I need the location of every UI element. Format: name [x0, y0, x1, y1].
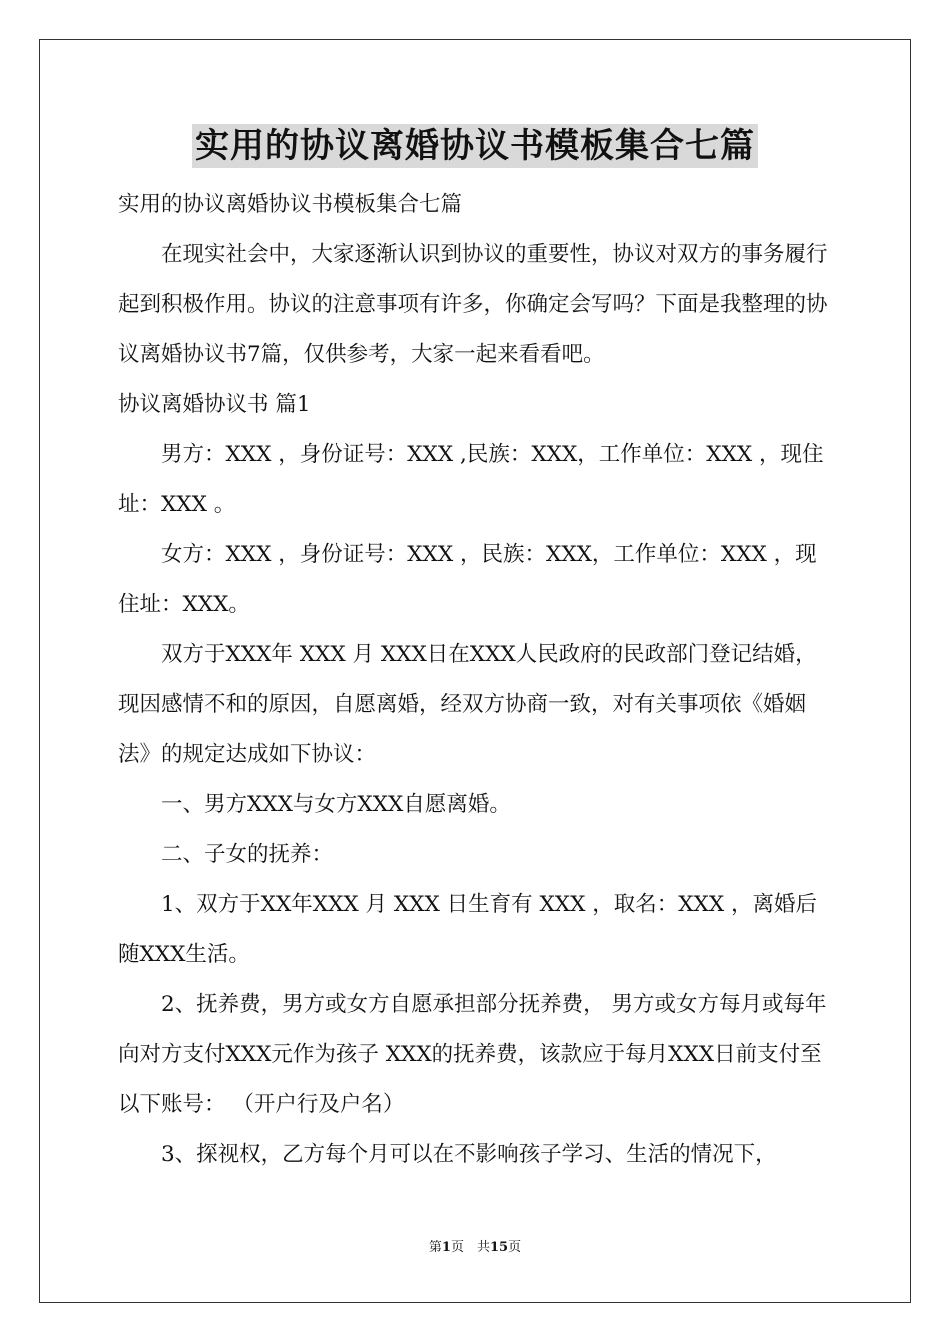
paragraph: 1、双方于XX年XXX 月 XXX 日生育有 XXX ，取名：XXX ，离婚后随XXX生活。 [118, 892, 817, 967]
paragraph: 实用的协议离婚协议书模板集合七篇 [118, 192, 463, 217]
page-footer [0, 1236, 950, 1255]
current-page-number: 1 [441, 1240, 451, 1255]
total-page-count: 15 [489, 1240, 509, 1255]
paragraph: 男方：XXX ，身份证号：XXX ,民族：XXX，工作单位：XXX ，现住址：XXX 。 [118, 442, 824, 517]
paragraph: 双方于XXX年 XXX 月 XXX日在XXX人民政府的民政部门登记结婚，现因感情不和的原因，自愿离婚，经双方协商一致，对有关事项依《婚姻法》的规定达成如下协议： [118, 642, 817, 767]
paragraph: 女方：XXX ，身份证号：XXX ，民族：XXX，工作单位：XXX ，现住址：XXX。 [118, 542, 817, 617]
document-body [118, 180, 838, 1180]
document-title: 实用的协议离婚协议书模板集合七篇 [192, 124, 758, 168]
paragraph: 2、抚养费，男方或女方自愿承担部分抚养费， 男方或女方每月或每年向对方支付XXX元作为孩子 XXX的抚养费，该款应于每月XXX日前支付至以下账号： （开户行及户名） [118, 992, 827, 1117]
paragraph: 3、探视权，乙方每个月可以在不影响孩子学习、生活的情况下， [161, 1142, 777, 1167]
paragraph: 一、男方XXX与女方XXX自愿离婚。 [161, 792, 511, 817]
section-heading: 协议离婚协议书 篇1 [118, 392, 311, 417]
title-container [0, 124, 950, 168]
footer-prefix: 第 [428, 1240, 442, 1255]
paragraph: 在现实社会中，大家逐渐认识到协议的重要性，协议对双方的事务履行起到积极作用。协议的注意事项有许多，你确定会写吗？下面是我整理的协议离婚协议书7篇，仅供参考，大家一起来看看吧。 [118, 242, 828, 367]
footer-suffix: 页 [508, 1240, 522, 1255]
footer-mid: 页 共 [450, 1240, 490, 1255]
paragraph: 二、子女的抚养： [161, 842, 334, 867]
